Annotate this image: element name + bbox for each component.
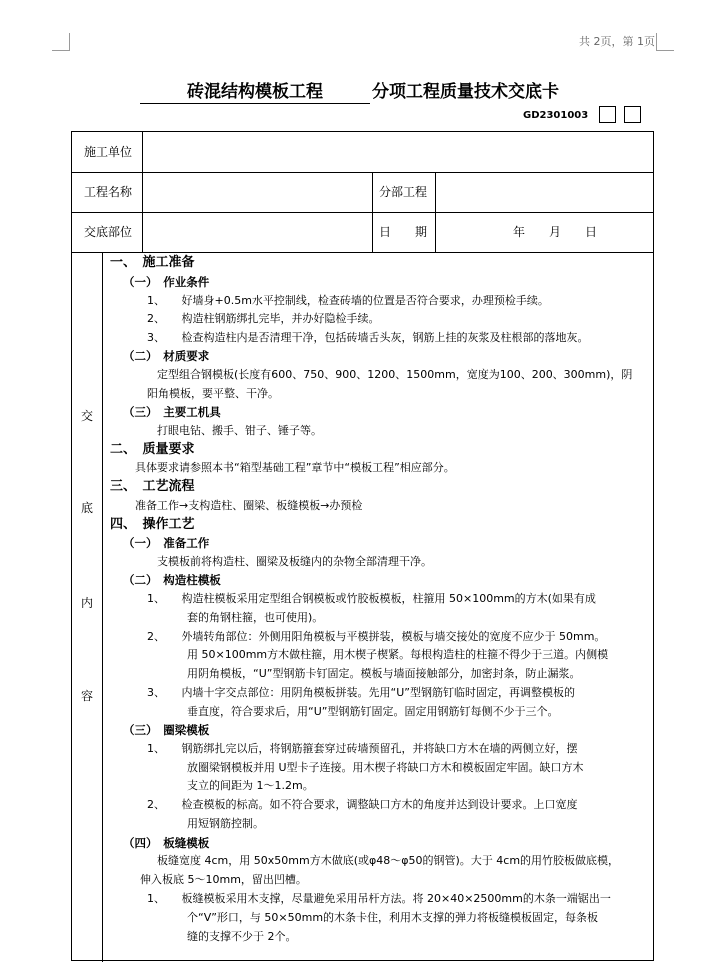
list-item: 1、 构造柱模板采用定型组合钢模板或竹胶板模板，柱箍用 50×100mm的方木(如果有成 — [147, 592, 596, 605]
list-item-continuation: 支立的间距为 1～1.2m。 — [187, 779, 314, 792]
paragraph-line: 阳角模板，要平整、干净。 — [147, 387, 279, 400]
paragraph-line: 定型组合钢模板(长度有600、750、900、1200、1500mm，宽度为100、200、300mm)，阴 — [157, 368, 633, 381]
document-code: GD2301003 — [523, 110, 589, 121]
list-item-continuation: 缝的支撑不少于 2个。 — [187, 930, 297, 943]
section-heading: 三、 工艺流程 — [110, 479, 195, 494]
section-heading: 一、 施工准备 — [110, 255, 195, 270]
construction-unit-label: 施工单位 — [84, 145, 133, 159]
list-item: 1、 板缝模板采用木支撑，尽量避免采用吊杆方法。将 20×40×2500mm的木条一端锯出一 — [147, 892, 611, 905]
list-item: 2、 检查模板的标高。如不符合要求，调整缺口方木的角度并达到设计要求。上口宽度 — [147, 798, 578, 811]
row-divider — [72, 252, 653, 253]
subsection-heading: （二） 构造柱模板 — [123, 573, 221, 587]
list-item: 3、 内墙十字交点部位：用阴角模板拼装。先用“U”型钢筋钉临时固定，再调整模板的 — [147, 686, 575, 699]
paragraph-line: 支模板前将构造柱、圈梁及板缝内的杂物全部清理干净。 — [157, 555, 432, 568]
row-divider — [72, 212, 653, 213]
page-info: 共 2页，第 1页 — [579, 35, 655, 48]
list-item: 2、 外墙转角部位：外侧用阳角模板与平模拼装，模板与墙交接处的宽度不应少于 50mm。 — [147, 630, 606, 643]
date-label: 日 期 — [379, 225, 428, 239]
side-divider — [102, 252, 103, 962]
page-corner-mark-left — [52, 33, 70, 51]
paragraph-line: 板缝宽度 4cm，用 50x50mm方木做底(或φ48～φ50的钢管)。大于 4cm的用竹胶板做底模， — [157, 854, 620, 867]
subsection-heading: （三） 主要工机具 — [123, 405, 221, 419]
col-divider — [435, 172, 436, 252]
part-label: 交底部位 — [84, 225, 133, 239]
checkbox-2[interactable] — [624, 106, 641, 123]
list-item-continuation: 垂直度，符合要求后，用“U”型钢筋钉固定。固定用钢筋钉每侧不少于三个。 — [187, 705, 559, 718]
title-main: 砖混结构模板工程 — [140, 77, 370, 104]
list-item-continuation: 套的角钢柱箍，也可使用)。 — [187, 611, 324, 624]
side-label-char: 容 — [80, 689, 93, 703]
list-item-continuation: 用 50×100mm方木做柱箍，用木楔子楔紧。每根构造柱的柱箍不得少于三道。内侧模 — [187, 648, 609, 661]
document-title — [140, 77, 600, 101]
side-label-char: 内 — [80, 596, 93, 610]
sub-project-label: 分部工程 — [379, 185, 428, 199]
subsection-heading: （一） 准备工作 — [123, 536, 210, 550]
paragraph-line: 准备工作→支构造柱、圈梁、板缝模板→办预检 — [135, 499, 363, 512]
list-item-continuation: 个“V”形口，与 50×50mm的木条卡住，利用木支撑的弹力将板缝模板固定，每条板 — [187, 911, 599, 924]
list-item-continuation: 放圈梁钢模板并用 U型卡子连接。用木楔子将缺口方木和模板固定牢固。缺口方木 — [187, 761, 584, 774]
page-corner-mark-right — [656, 33, 674, 51]
subsection-heading: （四） 板缝模板 — [123, 836, 210, 850]
project-name-label: 工程名称 — [84, 185, 133, 199]
list-item-continuation: 用阴角模板，“U”型钢筋卡钉固定。模板与墙面接触部分，加密封条，防止漏浆。 — [187, 667, 581, 680]
col-divider — [142, 132, 143, 252]
section-heading: 四、 操作工艺 — [110, 517, 195, 532]
side-label-char: 交 — [80, 409, 93, 423]
list-item: 2、 构造柱钢筋绑扎完毕，并办好隐检手续。 — [147, 312, 380, 325]
title-suffix: 分项工程质量技术交底卡 — [372, 82, 559, 102]
col-divider — [372, 172, 373, 252]
list-item: 3、 检查构造柱内是否清理干净，包括砖墙舌头灰，钢筋上挂的灰浆及柱根部的落地灰。 — [147, 331, 589, 344]
list-item: 1、 钢筋绑扎完以后，将钢筋箍套穿过砖墙预留孔，并将缺口方木在墙的两侧立好，摆 — [147, 742, 578, 755]
section-heading: 二、 质量要求 — [110, 442, 195, 457]
list-item-continuation: 用短钢筋控制。 — [187, 817, 264, 830]
paragraph-line: 具体要求请参照本书“箱型基础工程”章节中“模板工程”相应部分。 — [135, 461, 455, 474]
subsection-heading: （三） 圈梁模板 — [123, 723, 210, 737]
paragraph-line: 伸入板底 5～10mm，留出凹槽。 — [140, 873, 307, 886]
checkbox-1[interactable] — [599, 106, 616, 123]
side-label-char: 底 — [80, 501, 93, 515]
subsection-heading: （二） 材质要求 — [123, 349, 210, 363]
paragraph-line: 打眼电钻、搬手、钳子、锤子等。 — [157, 424, 322, 437]
disclosure-table — [71, 131, 654, 961]
list-item: 1、 好墙身+0.5m水平控制线，检查砖墙的位置是否符合要求，办理预检手续。 — [147, 294, 549, 307]
subsection-heading: （一） 作业条件 — [123, 275, 210, 289]
row-divider — [72, 172, 653, 173]
date-value: 年 月 日 — [513, 225, 598, 239]
